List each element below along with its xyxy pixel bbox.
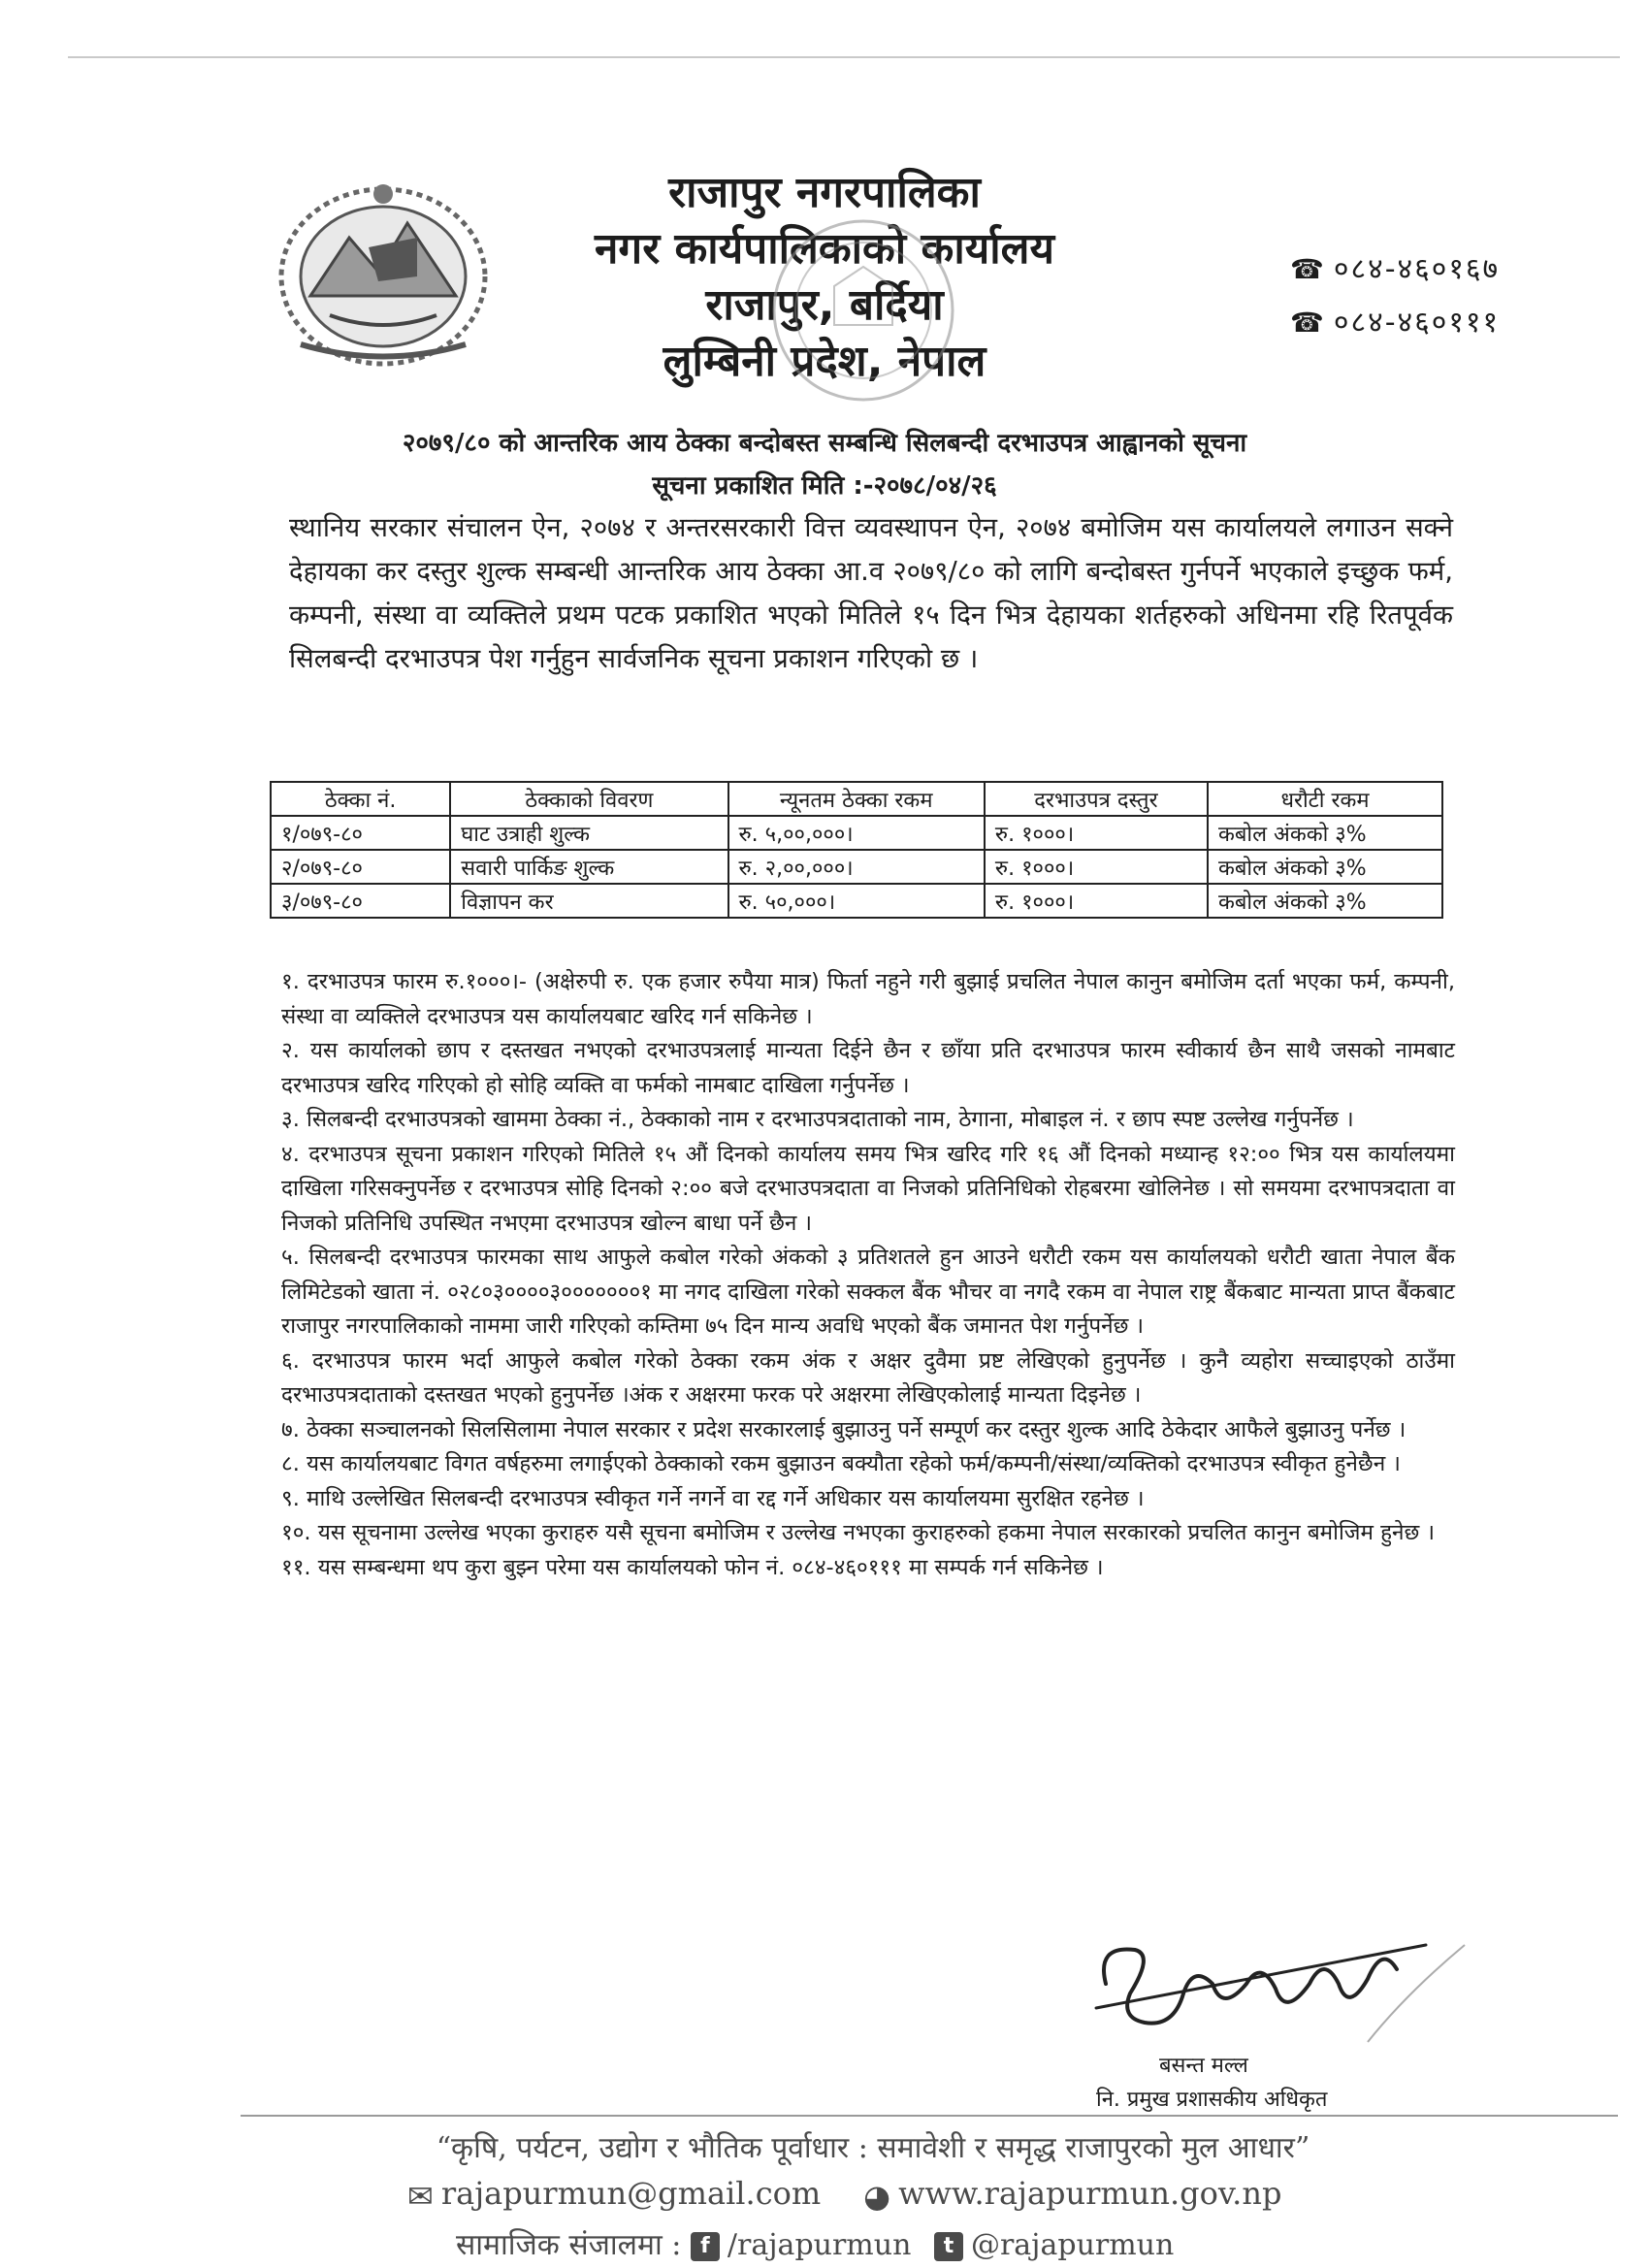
table-row	[271, 884, 1442, 918]
table-cell: रु. १०००।	[985, 816, 1208, 850]
table-cell: ३/०७९-८०	[271, 884, 450, 918]
contracts-table	[270, 781, 1443, 919]
column-header: ठेक्काको विवरण	[450, 782, 728, 816]
email-contact[interactable]	[407, 2175, 854, 2215]
phone-line	[1290, 296, 1500, 349]
intro-paragraph: स्थानिय सरकार संचालन ऐन, २०७४ र अन्तरसरकारी वित्त व्यवस्थापन ऐन, २०७४ बमोजिम यस कार्यालयले लगाउन सक्ने देहायका कर दस्तुर शुल्क सम्बन्धी आन्तरिक आय ठेक्का आ.व २०७९/८० को लागि बन्दोबस्त गुर्नपर्ने भएकाले इच्छुक फर्म, कम्पनी, संस्था वा व्यक्तिले प्रथम पटक प्रकाशित भएको मितिले १५ दिन भित्र देहायका शर्तहरुको अधिनमा रहि रितपूर्वक सिलबन्दी दरभाउपत्र पेश गर्नुहुन सार्वजनिक सूचना प्रकाशन गरिएको छ ।	[289, 512, 1453, 674]
condition-item: १०. यस सूचनामा उल्लेख भएका कुराहरु यसै सूचना बमोजिम र उल्लेख नभएका कुराहरुको हकमा नेपाल सरकारको प्रचलित कानुन बमोजिम हुनेछ ।	[281, 1520, 1435, 1545]
condition-item: ११. यस सम्बन्धमा थप कुरा बुझ्न परेमा यस कार्यालयको फोन नं. ०८४-४६०१११ मा सम्पर्क गर्न सकिनेछ ।	[281, 1554, 1104, 1580]
conditions-list	[281, 965, 1455, 1585]
condition-item: ६. दरभाउपत्र फारम भर्दा आफुले कबोल गरेको ठेक्का रकम अंक र अक्षर दुवैमा प्रष्ट लेखिएको हुनुपर्नेछ । कुनै व्यहोरा सच्चाइएको ठाउँमा दरभाउपत्रदाताको दस्तखत भएको हुनुपर्नेछ ।अंक र अक्षरमा फरक परे अक्षरमा लेखिएकोलाई मान्यता दिइनेछ ।	[281, 1347, 1455, 1408]
social-label: सामाजिक संजालमा :	[456, 2228, 682, 2262]
twitter-handle[interactable]: @rajapurmun	[970, 2228, 1175, 2262]
notice-title-block	[0, 422, 1649, 507]
table-row	[271, 816, 1442, 850]
condition-item: ५. सिलबन्दी दरभाउपत्र फारमका साथ आफुले कबोल गरेको अंकको ३ प्रतिशतले हुन आउने धरौटी रकम यस कार्यालयको धरौटी खाता नेपाल बैंक लिमिटेडको खाता नं. ०२८०३००००३०००००००१ मा नगद दाखिला गरेको सक्कल बैंक भौचर वा नगदै रकम वा नेपाल राष्ट्र बैंकबाट मान्यता प्राप्त बैंकबाट राजापुर नगरपालिकाको नाममा जारी गरिएको कम्तिमा ७५ दिन मान्य अवधि भएको बैंक जमानत पेश गर्नुपर्नेछ ।	[281, 1245, 1455, 1339]
phone-number: ०८४-४६०१६७	[1333, 252, 1501, 286]
column-header: दरभाउपत्र दस्तुर	[985, 782, 1208, 816]
condition-item: ८. यस कार्यालयबाट विगत वर्षहरुमा लगाईएको ठेक्काको रकम बुझाउन बक्यौता रहेको फर्म/कम्पनी/संस्था/व्यक्तिको दरभाउपत्र स्वीकृत हुनेछैन ।	[281, 1451, 1401, 1476]
condition-item: ९. माथि उल्लेखित सिलबन्दी दरभाउपत्र स्वीकृत गर्ने नगर्ने वा रद्द गर्ने अधिकार यस कार्यालयमा सुरक्षित रहनेछ ।	[281, 1485, 1145, 1511]
facebook-handle[interactable]: /rajapurmun	[727, 2228, 912, 2262]
table-cell: विज्ञापन कर	[450, 884, 728, 918]
column-header: ठेक्का नं.	[271, 782, 450, 816]
column-header: धरौटी रकम	[1208, 782, 1442, 816]
table-cell: रु. १०००।	[985, 884, 1208, 918]
slogan: “कृषि, पर्यटन, उद्योग र भौतिक पूर्वाधार : समावेशी र समृद्ध राजापुरको मुल आधार”	[436, 2131, 1310, 2165]
column-header: न्यूनतम ठेक्का रकम	[728, 782, 985, 816]
facebook-icon: f	[691, 2232, 720, 2261]
phone-numbers	[1290, 243, 1500, 349]
condition-item: २. यस कार्यालको छाप र दस्तखत नभएको दरभाउपत्रलाई मान्यता दिईने छैन र छाँया प्रति दरभाउपत्र फारम स्वीकार्य छैन साथै जसको नामबाट दरभाउपत्र खरिद गरिएको हो सोहि व्यक्ति वा फर्मको नामबाट दाखिला गर्नुपर्नेछ ।	[281, 1038, 1455, 1098]
footer-divider	[241, 2115, 1618, 2117]
email-icon: ✉	[407, 2177, 434, 2215]
table-cell: २/०७९-८०	[271, 850, 450, 884]
table-cell: कबोल अंकको ३%	[1208, 850, 1442, 884]
telephone-icon: ☎	[1290, 307, 1326, 339]
municipality-name: राजापुर नगरपालिका	[668, 168, 981, 217]
website-url: www.rajapurmun.gov.np	[898, 2175, 1282, 2212]
notice-title: २०७९/८० को आन्तरिक आय ठेक्का बन्दोबस्त सम्बन्धि सिलबन्दी दरभाउपत्र आह्वानको सूचना	[402, 429, 1247, 458]
table-cell: कबोल अंकको ३%	[1208, 816, 1442, 850]
top-divider	[68, 56, 1620, 58]
contact-line	[407, 2175, 1281, 2215]
condition-item: १. दरभाउपत्र फारम रु.१०००।- (अक्षेरुपी रु. एक हजार रुपैया मात्र) फिर्ता नहुने गरी बुझाई प्रचलित नेपाल कानुन बमोजिम दर्ता भएका फर्म, कम्पनी, संस्था वा व्यक्तिले दरभाउपत्र यस कार्यालयबाट खरिद गर्न सकिनेछ ।	[281, 969, 1455, 1029]
table-cell: रु. १०००।	[985, 850, 1208, 884]
handwritten-signature	[1077, 1926, 1484, 2052]
table-cell: रु. ५,००,०००।	[728, 816, 985, 850]
table-cell: रु. ५०,०००।	[728, 884, 985, 918]
office-location: राजापुर, बर्दिया	[705, 280, 944, 330]
table-cell: सवारी पार्किङ शुल्क	[450, 850, 728, 884]
table-cell: १/०७९-८०	[271, 816, 450, 850]
phone-line	[1290, 243, 1500, 296]
table-cell: रु. २,००,०००।	[728, 850, 985, 884]
province-country: लुम्बिनी प्रदेश, नेपाल	[663, 337, 986, 386]
social-line	[456, 2223, 1174, 2263]
publish-date: सूचना प्रकाशित मिति :-२०७८/०४/२६	[652, 471, 997, 501]
phone-number: ०८४-४६०१११	[1333, 306, 1501, 340]
table-header-row	[271, 782, 1442, 816]
table-cell: कबोल अंकको ३%	[1208, 884, 1442, 918]
condition-item: ४. दरभाउपत्र सूचना प्रकाशन गरिएको मितिले १५ औं दिनको कार्यालय समय भित्र खरिद गरि १६ औं दिनको मध्यान्ह १२:०० भित्र यस कार्यालयमा दाखिला गरिसक्नुपर्नेछ र दरभाउपत्र सोहि दिनको २:०० बजे दरभाउपत्रदाता वा निजको प्रतिनिधिको रोहबरमा खोलिनेछ । सो समयमा दरभापत्रदाता वा निजको प्रतिनिधि उपस्थित नभएमा दरभाउपत्र खोल्न बाधा पर्ने छैन ।	[281, 1141, 1455, 1236]
office-name: नगर कार्यपालिकाको कार्यालय	[595, 224, 1054, 274]
twitter-icon: t	[934, 2232, 963, 2261]
signature-block	[1048, 1926, 1494, 2112]
condition-item: ७. ठेक्का सञ्चालनको सिलसिलामा नेपाल सरकार र प्रदेश सरकारलाई बुझाउनु पर्ने सम्पूर्ण कर दस्तुर शुल्क आदि ठेकेदार आफैले बुझाउनु पर्नेछ ।	[281, 1416, 1406, 1442]
email-address: rajapurmun@gmail.com	[440, 2175, 822, 2212]
office-stamp	[757, 213, 970, 407]
telephone-icon: ☎	[1290, 253, 1326, 285]
condition-item: ३. सिलबन्दी दरभाउपत्रको खाममा ठेक्का नं., ठेक्काको नाम र दरभाउपत्रदाताको नाम, ठेगाना, मोबाइल नं. र छाप स्पष्ट उल्लेख गर्नुपर्नेछ ।	[281, 1107, 1354, 1132]
nepal-emblem-icon	[272, 179, 495, 369]
website-contact[interactable]	[863, 2175, 1282, 2215]
table-row	[271, 850, 1442, 884]
table-cell: घाट उत्राही शुल्क	[450, 816, 728, 850]
signer-name: बसन्त मल्ल	[1159, 2054, 1248, 2078]
globe-icon: ◕	[863, 2177, 891, 2215]
signer-designation: नि. प्रमुख प्रशासकीय अधिकृत	[1096, 2088, 1328, 2112]
